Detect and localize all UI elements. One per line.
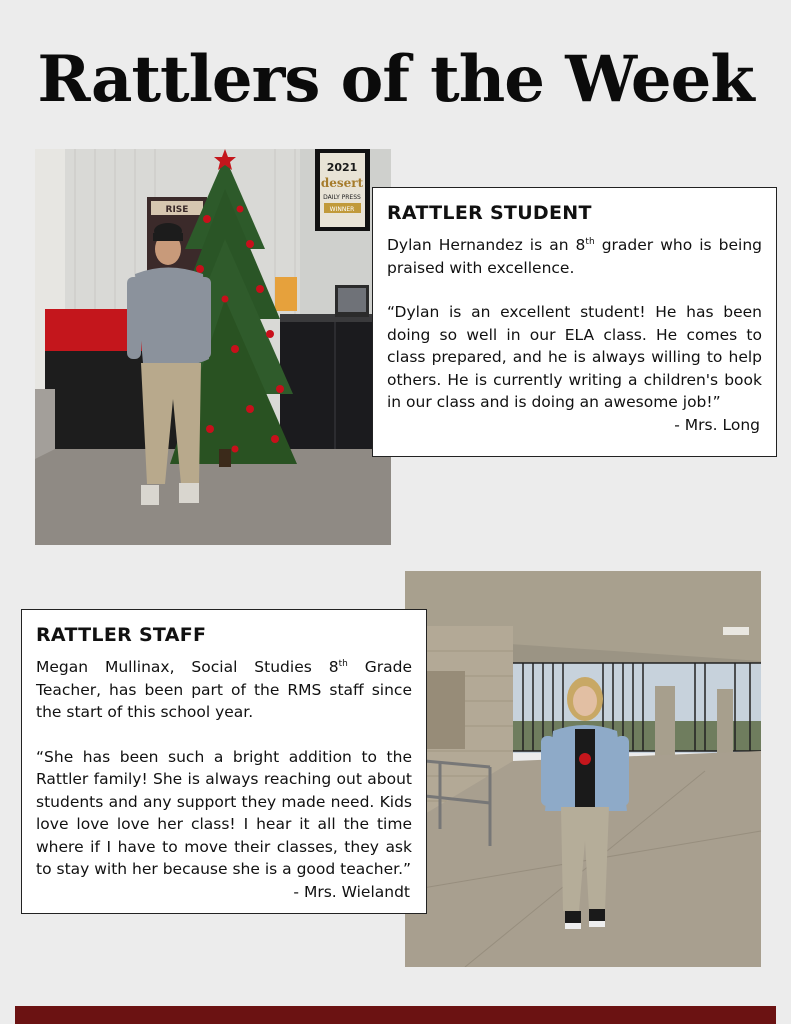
award-year: 2021 xyxy=(326,161,358,174)
award-word: desert xyxy=(320,176,364,190)
student-heading: RATTLER STUDENT xyxy=(387,202,592,224)
student-photo xyxy=(35,149,391,545)
award-paper: DAILY PRESS xyxy=(323,194,361,201)
poster-text: RISE xyxy=(165,205,189,215)
student-intro-sup: th xyxy=(585,236,595,247)
staff-heading: RATTLER STAFF xyxy=(36,624,207,646)
student-intro xyxy=(387,234,762,279)
student-intro-text-2: grader who is being praised with excellence. xyxy=(387,236,762,277)
student-signature: - Mrs. Long xyxy=(674,415,760,434)
student-quote: “Dylan is an excellent student! He has been doing so well in our ELA class. He comes to class prepared, and he is always willing to help others. He is currently writing a children's book in our class and is doing an awesome job!” xyxy=(387,303,762,411)
student-intro-text: Dylan Hernandez is an 8 xyxy=(387,236,586,254)
page-title: Rattlers of the Week xyxy=(37,42,754,117)
staff-intro-sup: th xyxy=(338,658,348,669)
staff-intro xyxy=(36,656,412,724)
footer-bar xyxy=(15,1006,776,1024)
staff-card xyxy=(21,609,427,914)
staff-photo xyxy=(405,571,761,967)
staff-intro-text: Megan Mullinax, Social Studies 8 xyxy=(36,658,339,676)
award-banner: WINNER xyxy=(329,206,355,213)
staff-signature: - Mrs. Wielandt xyxy=(293,882,410,901)
staff-intro-text-2: Grade Teacher, has been part of the RMS staff since the start of this school year. xyxy=(36,658,412,721)
staff-quote: “She has been such a bright addition to the Rattler family! She is always reaching out about students and any support they made need. Kids love love love her class! I hear it all the time where if I have to move their classes, they ask to stay with her because she is a good teacher.” xyxy=(36,747,412,878)
student-card xyxy=(372,187,777,457)
